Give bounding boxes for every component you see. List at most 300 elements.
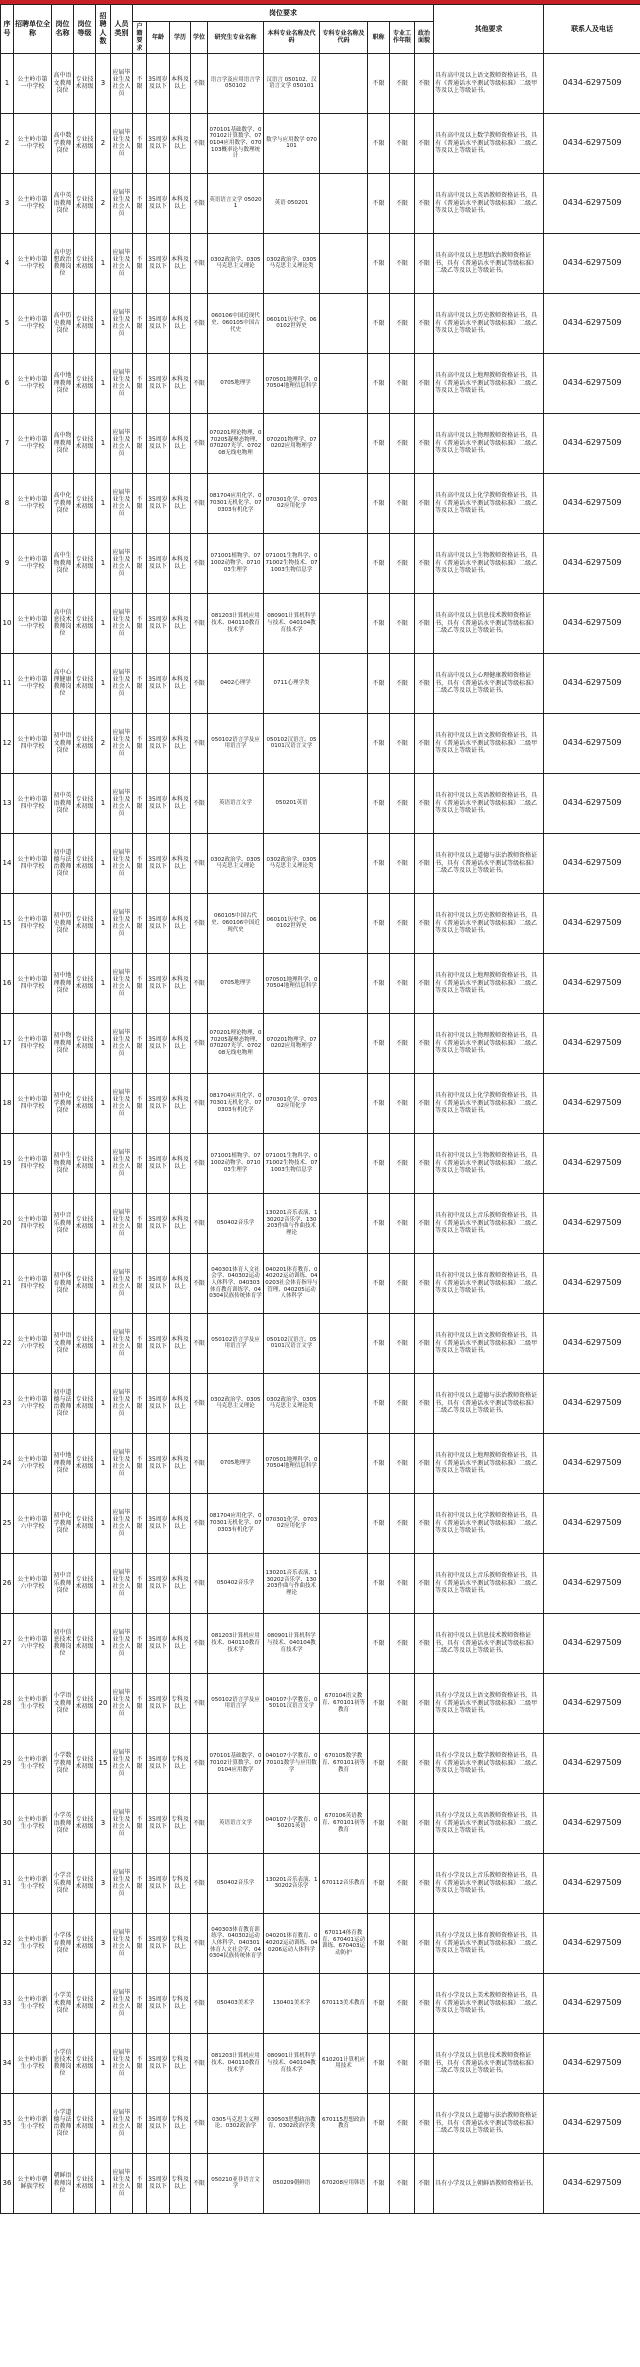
count-cell: 2 [96,1973,111,2033]
table-row [1,53,640,113]
undergrad-major-cell: 0302政治学、0305马克思主义理论类 [264,1373,320,1433]
other-requirements-cell: 具有初中及以上化学教师资格证书，具有《普通话水平测试等级标准》二级乙等及以上等级证书。 [434,1493,544,1553]
degree-cell: 不限 [191,1133,208,1193]
junior-major-cell: 670112音乐教育 [320,1853,368,1913]
post-cell: 初中语文教师岗位 [52,1313,74,1373]
level-cell: 专业技术初级 [74,1073,96,1133]
title-cell: 不限 [368,653,390,713]
undergrad-major-cell: 0302政治学、0305马克思主义理论类 [264,833,320,893]
other-requirements-cell: 具有高中及以上语文教师资格证书，具有《普通话水平测试等级标准》二级甲等及以上等级证书。 [434,53,544,113]
table-row [1,2033,640,2093]
table-row [1,533,640,593]
count-cell: 1 [96,953,111,1013]
education-cell: 本科及以上 [170,593,191,653]
education-cell: 本科及以上 [170,1073,191,1133]
junior-major-cell [320,1493,368,1553]
seq-cell: 22 [1,1313,14,1373]
education-cell: 本科及以上 [170,833,191,893]
undergrad-major-cell: 070301化学、070302应用化学 [264,473,320,533]
education-cell: 专科及以上 [170,1913,191,1973]
degree-cell: 不限 [191,1793,208,1853]
level-cell: 专业技术初级 [74,893,96,953]
degree-cell: 不限 [191,1313,208,1373]
unit-cell: 公主岭市第四中学校 [14,1013,52,1073]
junior-major-cell [320,1013,368,1073]
degree-cell: 不限 [191,1073,208,1133]
table-row [1,953,640,1013]
junior-major-cell [320,1073,368,1133]
seq-cell: 23 [1,1373,14,1433]
level-cell: 专业技术初级 [74,1313,96,1373]
category-cell: 应届毕业生及社会人员 [111,1013,133,1073]
count-cell: 1 [96,593,111,653]
category-cell: 应届毕业生及社会人员 [111,1553,133,1613]
title-cell: 不限 [368,1553,390,1613]
education-cell: 本科及以上 [170,1373,191,1433]
post-cell: 小学道德与法治教师岗位 [52,2093,74,2153]
table-row [1,1853,640,1913]
degree-cell: 不限 [191,1253,208,1313]
age-cell: 35周岁及以下 [147,533,170,593]
header-junior-major: 专科专业名称及代码 [320,22,368,54]
politics-cell: 不限 [415,2093,434,2153]
title-cell: 不限 [368,1913,390,1973]
count-cell: 1 [96,233,111,293]
other-requirements-cell: 具有高中及以上信息技术教师资格证书，具有《普通话水平测试等级标准》二级乙等及以上等级证书。 [434,593,544,653]
grad-major-cell: 040301体育人文社会学、040302运动人体科学、040303体育教育训练学、040304民族传统体育学 [208,1253,264,1313]
politics-cell: 不限 [415,293,434,353]
table-row [1,353,640,413]
post-cell: 小学美术教师岗位 [52,1973,74,2033]
exp-cell: 不限 [390,773,415,833]
title-cell: 不限 [368,1133,390,1193]
grad-major-cell: 050210亚非语言文学 [208,2153,264,2213]
level-cell: 专业技术初级 [74,713,96,773]
category-cell: 应届毕业生及社会人员 [111,473,133,533]
junior-major-cell [320,773,368,833]
junior-major-cell [320,1373,368,1433]
age-cell: 35周岁及以下 [147,1973,170,2033]
title-cell: 不限 [368,173,390,233]
politics-cell: 不限 [415,2153,434,2213]
education-cell: 本科及以上 [170,1133,191,1193]
unit-cell: 公主岭市第四中学校 [14,1133,52,1193]
title-cell: 不限 [368,773,390,833]
table-row [1,1193,640,1253]
hukou-cell: 不限 [133,413,147,473]
level-cell: 专业技术初级 [74,533,96,593]
seq-cell: 10 [1,593,14,653]
unit-cell: 公主岭市第一中学校 [14,353,52,413]
level-cell: 专业技术初级 [74,1733,96,1793]
grad-major-cell: 0705地理学 [208,953,264,1013]
title-cell: 不限 [368,473,390,533]
undergrad-major-cell: 050102汉语言、050101汉语言文学 [264,713,320,773]
politics-cell: 不限 [415,773,434,833]
contact-cell: 0434-6297509 [544,1313,640,1373]
degree-cell: 不限 [191,1433,208,1493]
unit-cell: 公主岭市新生小学校 [14,1853,52,1913]
title-cell: 不限 [368,593,390,653]
unit-cell: 公主岭市第一中学校 [14,53,52,113]
exp-cell: 不限 [390,1313,415,1373]
category-cell: 应届毕业生及社会人员 [111,953,133,1013]
post-cell: 高中数学教师岗位 [52,113,74,173]
table-row [1,1553,640,1613]
undergrad-major-cell: 080901计算机科学与技术、040104教育技术学 [264,1613,320,1673]
junior-major-cell [320,113,368,173]
contact-cell: 0434-6297509 [544,653,640,713]
table-row [1,1313,640,1373]
politics-cell: 不限 [415,1133,434,1193]
table-row [1,1493,640,1553]
hukou-cell: 不限 [133,533,147,593]
count-cell: 2 [96,173,111,233]
other-requirements-cell: 具有初中及以上物理教师资格证书，具有《普通话水平测试等级标准》二级乙等及以上等级证书。 [434,1013,544,1073]
unit-cell: 公主岭市第一中学校 [14,533,52,593]
grad-major-cell: 070201理论物理、070205凝聚态物理、070207光学、070208无线电物理 [208,413,264,473]
unit-cell: 公主岭市第一中学校 [14,413,52,473]
category-cell: 应届毕业生及社会人员 [111,1733,133,1793]
table-row [1,833,640,893]
header-politics: 政治面貌 [415,22,434,54]
title-cell: 不限 [368,233,390,293]
politics-cell: 不限 [415,1433,434,1493]
count-cell: 1 [96,1193,111,1253]
count-cell: 1 [96,1313,111,1373]
title-cell: 不限 [368,1193,390,1253]
junior-major-cell: 670106英语教育、670101初等教育 [320,1793,368,1853]
undergrad-major-cell: 040107小学教育、050201英语 [264,1793,320,1853]
hukou-cell: 不限 [133,293,147,353]
age-cell: 35周岁及以下 [147,1913,170,1973]
degree-cell: 不限 [191,833,208,893]
level-cell: 专业技术初级 [74,1673,96,1733]
other-requirements-cell: 具有初中及以上英语教师资格证书，具有《普通话水平测试等级标准》二级乙等及以上等级证书。 [434,773,544,833]
education-cell: 本科及以上 [170,1253,191,1313]
age-cell: 35周岁及以下 [147,293,170,353]
exp-cell: 不限 [390,713,415,773]
table-row [1,1073,640,1133]
grad-major-cell: 0402心理学 [208,653,264,713]
degree-cell: 不限 [191,293,208,353]
count-cell: 1 [96,1073,111,1133]
unit-cell: 公主岭市新生小学校 [14,1733,52,1793]
header-undergrad-major: 本科专业名称及代码 [264,22,320,54]
seq-cell: 25 [1,1493,14,1553]
education-cell: 专科及以上 [170,1673,191,1733]
age-cell: 35周岁及以下 [147,1733,170,1793]
age-cell: 35周岁及以下 [147,1433,170,1493]
hukou-cell: 不限 [133,713,147,773]
other-requirements-cell: 具有初中及以上音乐教师资格证书，具有《普通话水平测试等级标准》二级乙等及以上等级证书。 [434,1193,544,1253]
age-cell: 35周岁及以下 [147,1793,170,1853]
post-cell: 小学音乐教师岗位 [52,1853,74,1913]
exp-cell: 不限 [390,2033,415,2093]
politics-cell: 不限 [415,1373,434,1433]
politics-cell: 不限 [415,173,434,233]
hukou-cell: 不限 [133,593,147,653]
seq-cell: 6 [1,353,14,413]
hukou-cell: 不限 [133,833,147,893]
grad-major-cell: 英语语言文学 050201 [208,173,264,233]
category-cell: 应届毕业生及社会人员 [111,173,133,233]
exp-cell: 不限 [390,1073,415,1133]
count-cell: 1 [96,473,111,533]
category-cell: 应届毕业生及社会人员 [111,1793,133,1853]
junior-major-cell [320,953,368,1013]
unit-cell: 公主岭市第四中学校 [14,1073,52,1133]
politics-cell: 不限 [415,413,434,473]
hukou-cell: 不限 [133,473,147,533]
undergrad-major-cell: 060101历史学、060102世界史 [264,293,320,353]
other-requirements-cell: 具有小学及以上音乐教师资格证书，具有《普通话水平测试等级标准》二级乙等及以上等级证书。 [434,1853,544,1913]
level-cell: 专业技术初级 [74,1193,96,1253]
title-cell: 不限 [368,1493,390,1553]
hukou-cell: 不限 [133,1673,147,1733]
unit-cell: 公主岭市新生小学校 [14,2093,52,2153]
hukou-cell: 不限 [133,2093,147,2153]
category-cell: 应届毕业生及社会人员 [111,1433,133,1493]
post-cell: 初中语文教师岗位 [52,713,74,773]
other-requirements-cell: 具有初中及以上语文教师资格证书，具有《普通话水平测试等级标准》二级甲等及以上等级证书。 [434,713,544,773]
seq-cell: 32 [1,1913,14,1973]
politics-cell: 不限 [415,713,434,773]
exp-cell: 不限 [390,893,415,953]
unit-cell: 公主岭市第六中学校 [14,1313,52,1373]
exp-cell: 不限 [390,1133,415,1193]
politics-cell: 不限 [415,1553,434,1613]
unit-cell: 公主岭市第四中学校 [14,773,52,833]
category-cell: 应届毕业生及社会人员 [111,1253,133,1313]
contact-cell: 0434-6297509 [544,1673,640,1733]
header-category: 人员类别 [111,5,133,54]
education-cell: 本科及以上 [170,533,191,593]
seq-cell: 20 [1,1193,14,1253]
contact-cell: 0434-6297509 [544,1193,640,1253]
hukou-cell: 不限 [133,1193,147,1253]
table-row [1,1433,640,1493]
age-cell: 35周岁及以下 [147,2153,170,2213]
undergrad-major-cell: 汉语言 050102、汉语言文学 050101 [264,53,320,113]
degree-cell: 不限 [191,2153,208,2213]
education-cell: 本科及以上 [170,1613,191,1673]
other-requirements-cell: 具有小学及以上数学教师资格证书，具有《普通话水平测试等级标准》二级乙等及以上等级证书。 [434,1733,544,1793]
degree-cell: 不限 [191,1013,208,1073]
grad-major-cell: 0302政治学、0305马克思主义理论 [208,1373,264,1433]
age-cell: 35周岁及以下 [147,1013,170,1073]
politics-cell: 不限 [415,893,434,953]
age-cell: 35周岁及以下 [147,833,170,893]
junior-major-cell: 670115思想政治教育 [320,2093,368,2153]
exp-cell: 不限 [390,1253,415,1313]
politics-cell: 不限 [415,1253,434,1313]
contact-cell: 0434-6297509 [544,413,640,473]
degree-cell: 不限 [191,1493,208,1553]
exp-cell: 不限 [390,1373,415,1433]
unit-cell: 公主岭市第六中学校 [14,1613,52,1673]
grad-major-cell: 060106中国近现代史、060105中国古代史 [208,293,264,353]
contact-cell: 0434-6297509 [544,713,640,773]
hukou-cell: 不限 [133,893,147,953]
post-cell: 高中化学教师岗位 [52,473,74,533]
post-cell: 初中音乐教师岗位 [52,1193,74,1253]
unit-cell: 公主岭市第一中学校 [14,473,52,533]
grad-major-cell: 050402音乐学 [208,1193,264,1253]
grad-major-cell: 050102语言学及应用语言学 [208,713,264,773]
hukou-cell: 不限 [133,1973,147,2033]
degree-cell: 不限 [191,1913,208,1973]
count-cell: 1 [96,353,111,413]
unit-cell: 公主岭市新生小学校 [14,1793,52,1853]
post-cell: 初中信息技术教师岗位 [52,1613,74,1673]
seq-cell: 3 [1,173,14,233]
contact-cell: 0434-6297509 [544,533,640,593]
unit-cell: 公主岭市第四中学校 [14,833,52,893]
category-cell: 应届毕业生及社会人员 [111,773,133,833]
header-grad-major: 研究生专业名称 [208,22,264,54]
hukou-cell: 不限 [133,1013,147,1073]
exp-cell: 不限 [390,413,415,473]
politics-cell: 不限 [415,1673,434,1733]
count-cell: 15 [96,1733,111,1793]
junior-major-cell: 670105数学教育、670101初等教育 [320,1733,368,1793]
contact-cell: 0434-6297509 [544,1073,640,1133]
undergrad-major-cell: 050102汉语言、050101汉语言文学 [264,1313,320,1373]
category-cell: 应届毕业生及社会人员 [111,113,133,173]
other-requirements-cell: 具有高中及以上地理教师资格证书，具有《普通话水平测试等级标准》二级乙等及以上等级证书。 [434,353,544,413]
degree-cell: 不限 [191,953,208,1013]
degree-cell: 不限 [191,1373,208,1433]
header-unit: 招聘单位全称 [14,5,52,54]
level-cell: 专业技术初级 [74,293,96,353]
count-cell: 1 [96,1133,111,1193]
politics-cell: 不限 [415,1733,434,1793]
other-requirements-cell: 具有高中及以上生物教师资格证书，具有《普通话水平测试等级标准》二级乙等及以上等级证书。 [434,533,544,593]
table-row [1,1133,640,1193]
undergrad-major-cell: 030503思想政治教育、0302政治学类 [264,2093,320,2153]
contact-cell: 0434-6297509 [544,113,640,173]
undergrad-major-cell: 130201音乐表演、130202音乐学 [264,1853,320,1913]
seq-cell: 24 [1,1433,14,1493]
exp-cell: 不限 [390,653,415,713]
other-requirements-cell: 具有初中及以上地理教师资格证书，具有《普通话水平测试等级标准》二级乙等及以上等级证书。 [434,953,544,1013]
junior-major-cell [320,653,368,713]
education-cell: 专科及以上 [170,2093,191,2153]
grad-major-cell: 0302政治学、0305马克思主义理论 [208,233,264,293]
age-cell: 35周岁及以下 [147,353,170,413]
hukou-cell: 不限 [133,173,147,233]
title-cell: 不限 [368,833,390,893]
politics-cell: 不限 [415,1073,434,1133]
count-cell: 1 [96,893,111,953]
header-seq: 序号 [1,5,14,54]
undergrad-major-cell: 070501地理科学、070504地理信息科学 [264,353,320,413]
undergrad-major-cell: 071001生物科学、071002生物技术、071003生物信息学 [264,1133,320,1193]
degree-cell: 不限 [191,173,208,233]
table-row [1,173,640,233]
exp-cell: 不限 [390,833,415,893]
education-cell: 专科及以上 [170,1853,191,1913]
unit-cell: 公主岭市第一中学校 [14,233,52,293]
undergrad-major-cell: 130201音乐表演、130202音乐学、130203作曲与作曲技术理论 [264,1553,320,1613]
contact-cell: 0434-6297509 [544,773,640,833]
table-row [1,2153,640,2213]
seq-cell: 11 [1,653,14,713]
table-row [1,413,640,473]
politics-cell: 不限 [415,2033,434,2093]
degree-cell: 不限 [191,113,208,173]
junior-major-cell: 670114体育教育、670401运动训练、670403运动防护 [320,1913,368,1973]
header-education: 学历 [170,22,191,54]
level-cell: 专业技术初级 [74,1253,96,1313]
hukou-cell: 不限 [133,1313,147,1373]
other-requirements-cell: 具有高中及以上物理教师资格证书，具有《普通话水平测试等级标准》二级乙等及以上等级证书。 [434,413,544,473]
unit-cell: 公主岭市第一中学校 [14,293,52,353]
grad-major-cell: 040303体育教育训练学、040302运动人体科学、040301体育人文社会学、040304民族传统体育学 [208,1913,264,1973]
exp-cell: 不限 [390,353,415,413]
grad-major-cell: 071001植物学、071002动物学、071003生理学 [208,533,264,593]
politics-cell: 不限 [415,1493,434,1553]
count-cell: 1 [96,413,111,473]
education-cell: 本科及以上 [170,173,191,233]
politics-cell: 不限 [415,233,434,293]
junior-major-cell [320,833,368,893]
exp-cell: 不限 [390,953,415,1013]
contact-cell: 0434-6297509 [544,953,640,1013]
title-cell: 不限 [368,293,390,353]
junior-major-cell [320,53,368,113]
table-row [1,1733,640,1793]
exp-cell: 不限 [390,173,415,233]
age-cell: 35周岁及以下 [147,2093,170,2153]
other-requirements-cell: 具有初中及以上历史教师资格证书，具有《普通话水平测试等级标准》二级乙等及以上等级证书。 [434,893,544,953]
level-cell: 专业技术初级 [74,653,96,713]
category-cell: 应届毕业生及社会人员 [111,293,133,353]
age-cell: 35周岁及以下 [147,1073,170,1133]
recruitment-table [0,4,640,2214]
table-row [1,1913,640,1973]
grad-major-cell: 语言学及应用语言学 050102 [208,53,264,113]
table-row [1,1673,640,1733]
hukou-cell: 不限 [133,1913,147,1973]
count-cell: 1 [96,1493,111,1553]
contact-cell: 0434-6297509 [544,2033,640,2093]
table-row [1,893,640,953]
count-cell: 1 [96,773,111,833]
header-degree: 学位 [191,22,208,54]
grad-major-cell: 0705地理学 [208,353,264,413]
grad-major-cell: 081704应用化学、070301无机化学、070303有机化学 [208,473,264,533]
table-row [1,1253,640,1313]
degree-cell: 不限 [191,1553,208,1613]
politics-cell: 不限 [415,1613,434,1673]
count-cell: 3 [96,53,111,113]
age-cell: 35周岁及以下 [147,1133,170,1193]
exp-cell: 不限 [390,1973,415,2033]
category-cell: 应届毕业生及社会人员 [111,2153,133,2213]
grad-major-cell: 050402音乐学 [208,1853,264,1913]
exp-cell: 不限 [390,1433,415,1493]
seq-cell: 34 [1,2033,14,2093]
table-row [1,2093,640,2153]
post-cell: 高中思想政治教师岗位 [52,233,74,293]
header-contact: 联系人及电话 [544,5,640,54]
age-cell: 35周岁及以下 [147,1253,170,1313]
other-requirements-cell: 具有高中及以上历史教师资格证书，具有《普通话水平测试等级标准》二级乙等及以上等级证书。 [434,293,544,353]
count-cell: 1 [96,1013,111,1073]
undergrad-major-cell: 130401美术学 [264,1973,320,2033]
